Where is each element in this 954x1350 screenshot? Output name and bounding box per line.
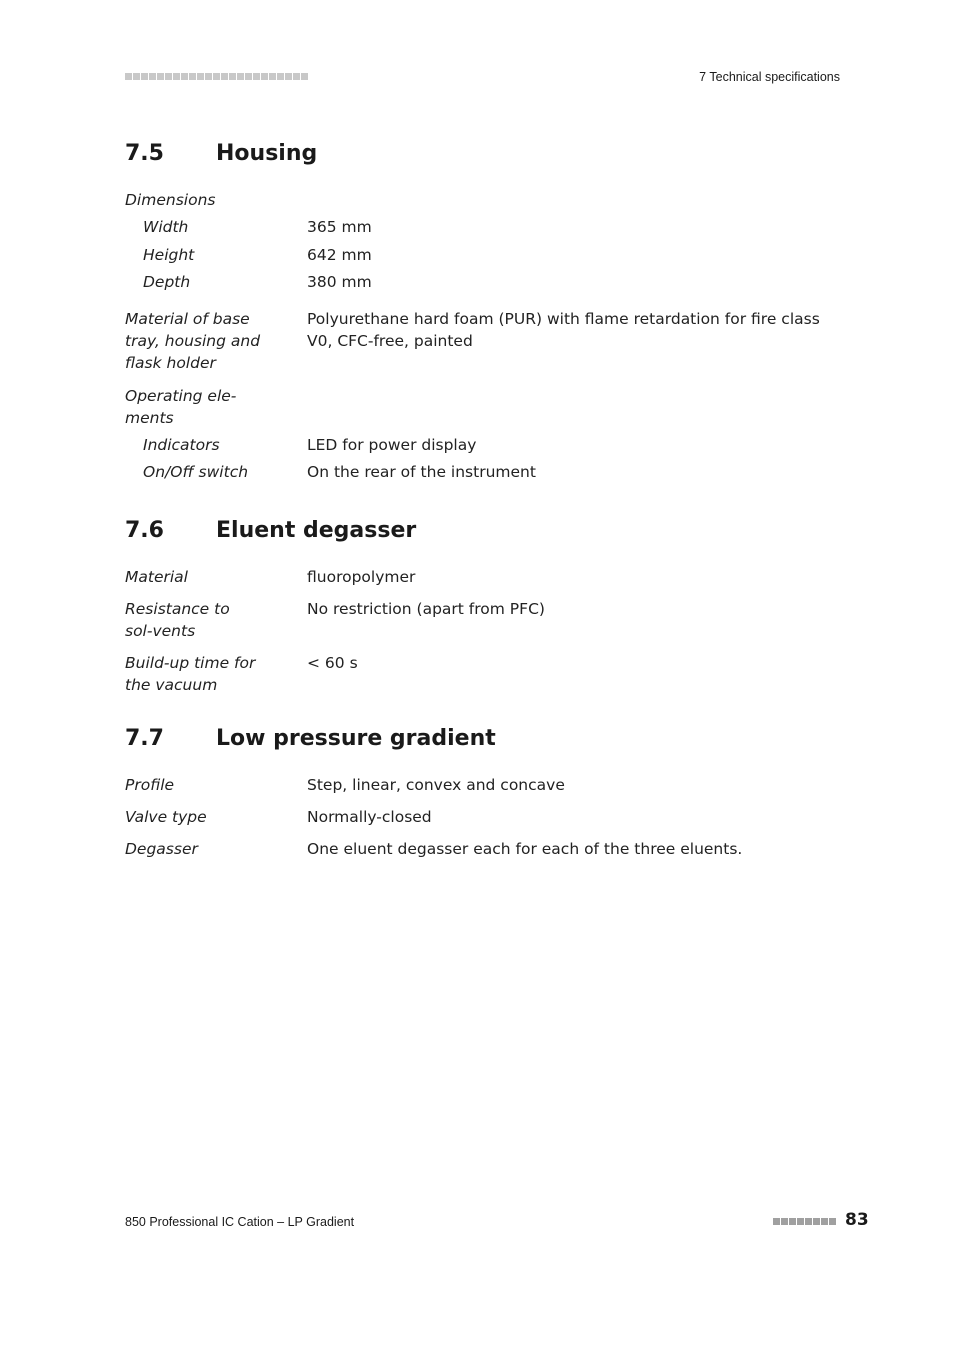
spec-label: Depth	[143, 273, 191, 291]
spec-value: One eluent degasser each for each of the three eluents.	[307, 840, 743, 858]
spec-label: Width	[143, 218, 189, 236]
section-heading: Low pressure gradient	[216, 726, 496, 751]
spec-label: Indicators	[143, 436, 220, 454]
spec-label: Valve type	[125, 808, 207, 826]
section-title-low-pressure-gradient	[125, 726, 496, 751]
footer-product-name: 850 Professional IC Cation – LP Gradient	[125, 1215, 355, 1229]
spec-value: No restriction (apart from PFC)	[307, 600, 545, 618]
spec-value: Step, linear, convex and concave	[307, 776, 565, 794]
running-header: 7 Technical specifications	[699, 70, 840, 84]
spec-label: On/Off switch	[143, 463, 249, 481]
spec-label: Material	[125, 568, 188, 586]
spec-value: 365 mm	[307, 218, 372, 236]
spec-label: Build-up time for the vacuum	[125, 654, 256, 694]
section-heading: Eluent degasser	[216, 518, 417, 543]
page-number: 83	[845, 1210, 869, 1230]
section-heading: Housing	[216, 141, 318, 166]
spec-value: On the rear of the instrument	[307, 463, 536, 481]
section-number: 7.6	[125, 518, 164, 543]
spec-label: Dimensions	[125, 191, 216, 209]
header-decoration	[125, 73, 308, 80]
section-title-eluent-degasser	[125, 518, 416, 543]
spec-value: < 60 s	[307, 654, 358, 672]
spec-label: Resistance to sol-vents	[125, 600, 230, 640]
spec-value: 380 mm	[307, 273, 372, 291]
spec-value: LED for power display	[307, 436, 477, 454]
section-number: 7.7	[125, 726, 164, 751]
spec-value: Normally-closed	[307, 808, 432, 826]
section-number: 7.5	[125, 141, 164, 166]
spec-label: Profile	[125, 776, 175, 794]
section-title-housing	[125, 141, 317, 166]
spec-value: Polyurethane hard foam (PUR) with flame retardation for fire class V0, CFC-free, painted	[307, 310, 820, 350]
spec-label: Degasser	[125, 840, 198, 858]
spec-value: fluoropolymer	[307, 568, 416, 586]
spec-label: Operating ele-ments	[125, 387, 237, 427]
footer-decoration	[773, 1218, 836, 1225]
spec-value: 642 mm	[307, 246, 372, 264]
spec-label: Material of base tray, housing and flask holder	[125, 310, 261, 372]
spec-label: Height	[143, 246, 195, 264]
